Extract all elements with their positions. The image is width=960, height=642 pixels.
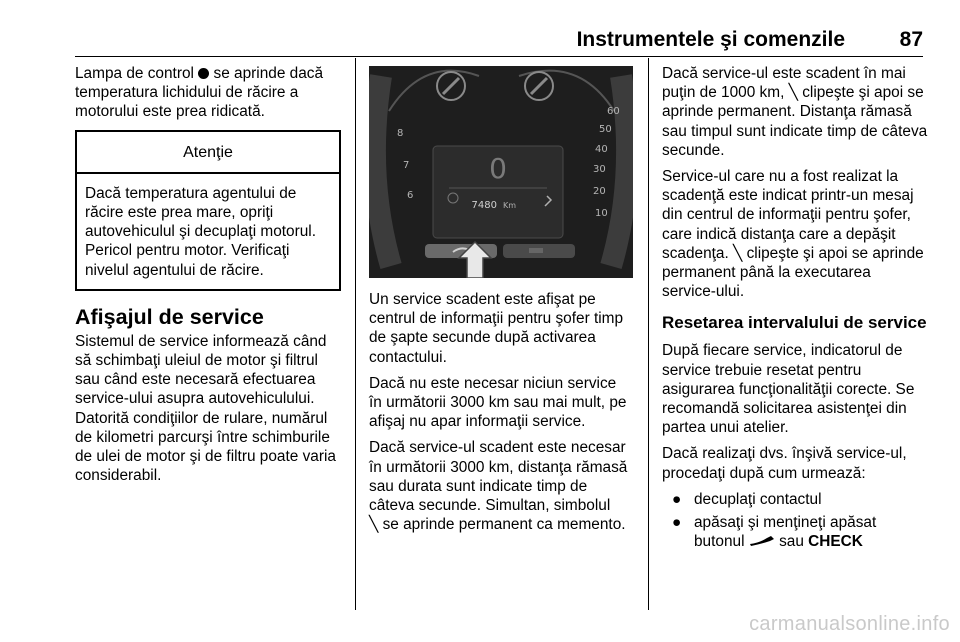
- speed-readout: 0: [489, 152, 507, 185]
- paragraph: Dacă nu este necesar niciun service în următorii 3000 km sau mai mult, pe afişaj nu apar informaţii service.: [369, 374, 627, 431]
- speed-label: 30: [593, 164, 606, 175]
- column-divider: [355, 58, 356, 610]
- list-item: ● decuplaţi contactul: [672, 490, 822, 508]
- chapter-title: Instrumentele şi comenzile: [576, 28, 845, 51]
- page-header: [75, 22, 923, 57]
- intro-paragraph: Lampa de control se aprinde dacă temperatura lichidului de răcire a motorului este prea ridicată.: [75, 65, 324, 121]
- subsection-heading: Resetarea intervalului de service: [662, 313, 927, 333]
- tach-label: 8: [397, 128, 404, 139]
- speed-label: 20: [593, 186, 606, 197]
- speed-label: 40: [595, 144, 608, 155]
- page-number: 87: [899, 28, 923, 51]
- wrench-button-icon: [749, 535, 775, 547]
- wrench-icon: ╲: [788, 84, 798, 102]
- paragraph: Dacă service-ul scadent este necesar în următorii 3000 km, distanţa rămasă sau durata sunt indicate timp de câteva secunde. Simultan, simbolul ╲ se aprinde permanent ca memento.: [369, 439, 628, 534]
- steps-list: [662, 490, 928, 552]
- bullet-icon: ●: [672, 514, 682, 532]
- tach-label: 7: [403, 160, 410, 171]
- tach-label: 6: [407, 190, 414, 201]
- speed-label: 60: [607, 106, 620, 117]
- instrument-cluster-figure: [369, 66, 633, 278]
- paragraph: Un service scadent este afişat pe centrul de informaţii pentru şofer timp de şapte secunde după activarea contactului.: [369, 291, 624, 366]
- coolant-warning-icon: [198, 68, 209, 79]
- speed-label: 50: [599, 124, 612, 135]
- paragraph: După fiecare service, indicatorul de service trebuie resetat pentru asigurarea funcţionalităţii corecte. Se recomandă solicitarea asistenţei din partea unui atelier.: [662, 342, 915, 437]
- warning-box: [75, 130, 341, 291]
- wrench-icon: ╲: [369, 516, 379, 534]
- column-left: [75, 64, 341, 492]
- odometer-value: 7480: [471, 200, 497, 211]
- warning-text: Dacă temperatura agentului de răcire este prea mare, opriţi autovehiculul şi decuplaţi motorul. Pericol pentru motor. Verificaţi nivelul agentului de răcire.: [85, 184, 316, 279]
- check-button-label: CHECK: [808, 533, 863, 551]
- speed-label: 10: [595, 208, 608, 219]
- odometer-unit: Km: [503, 201, 517, 210]
- column-divider: [648, 58, 649, 610]
- watermark: carmanualsonline.info: [749, 613, 950, 635]
- warning-title: Atenţie: [77, 132, 339, 174]
- wrench-icon: ╲: [733, 244, 743, 262]
- section-paragraph: Sistemul de service informează când să schimbaţi uleiul de motor şi filtrul sau când este necesară efectuarea service-ului asupra autovehiculului. Datorită condiţiilor de rulare, numărul de kilometri parcurşi între schimburile de ulei de motor şi de filtru poate varia considerabil.: [75, 332, 336, 485]
- bullet-icon: ●: [672, 490, 682, 508]
- list-item: ● apăsaţi şi menţineţi apăsat butonul sau CHECK: [672, 514, 877, 551]
- paragraph: Service-ul care nu a fost realizat la scadenţă este indicat printr-un mesaj din centrul de informaţii pentru şofer, care indică distanţa care a depăşit scadenţa. ╲ clipeşte şi apoi se aprinde permanent până la executarea service-ului.: [662, 168, 924, 301]
- paragraph: Dacă realizaţi dvs. înşivă service-ul, procedaţi după cum urmează:: [662, 445, 907, 482]
- paragraph: Dacă service-ul este scadent în mai puţin de 1000 km, ╲ clipeşte şi apoi se aprinde permanent. Distanţa rămasă sau timpul sunt indicate timp de câteva secunde.: [662, 65, 928, 159]
- column-middle: [369, 64, 633, 541]
- column-right: [662, 64, 928, 555]
- section-heading: Afişajul de service: [75, 304, 264, 329]
